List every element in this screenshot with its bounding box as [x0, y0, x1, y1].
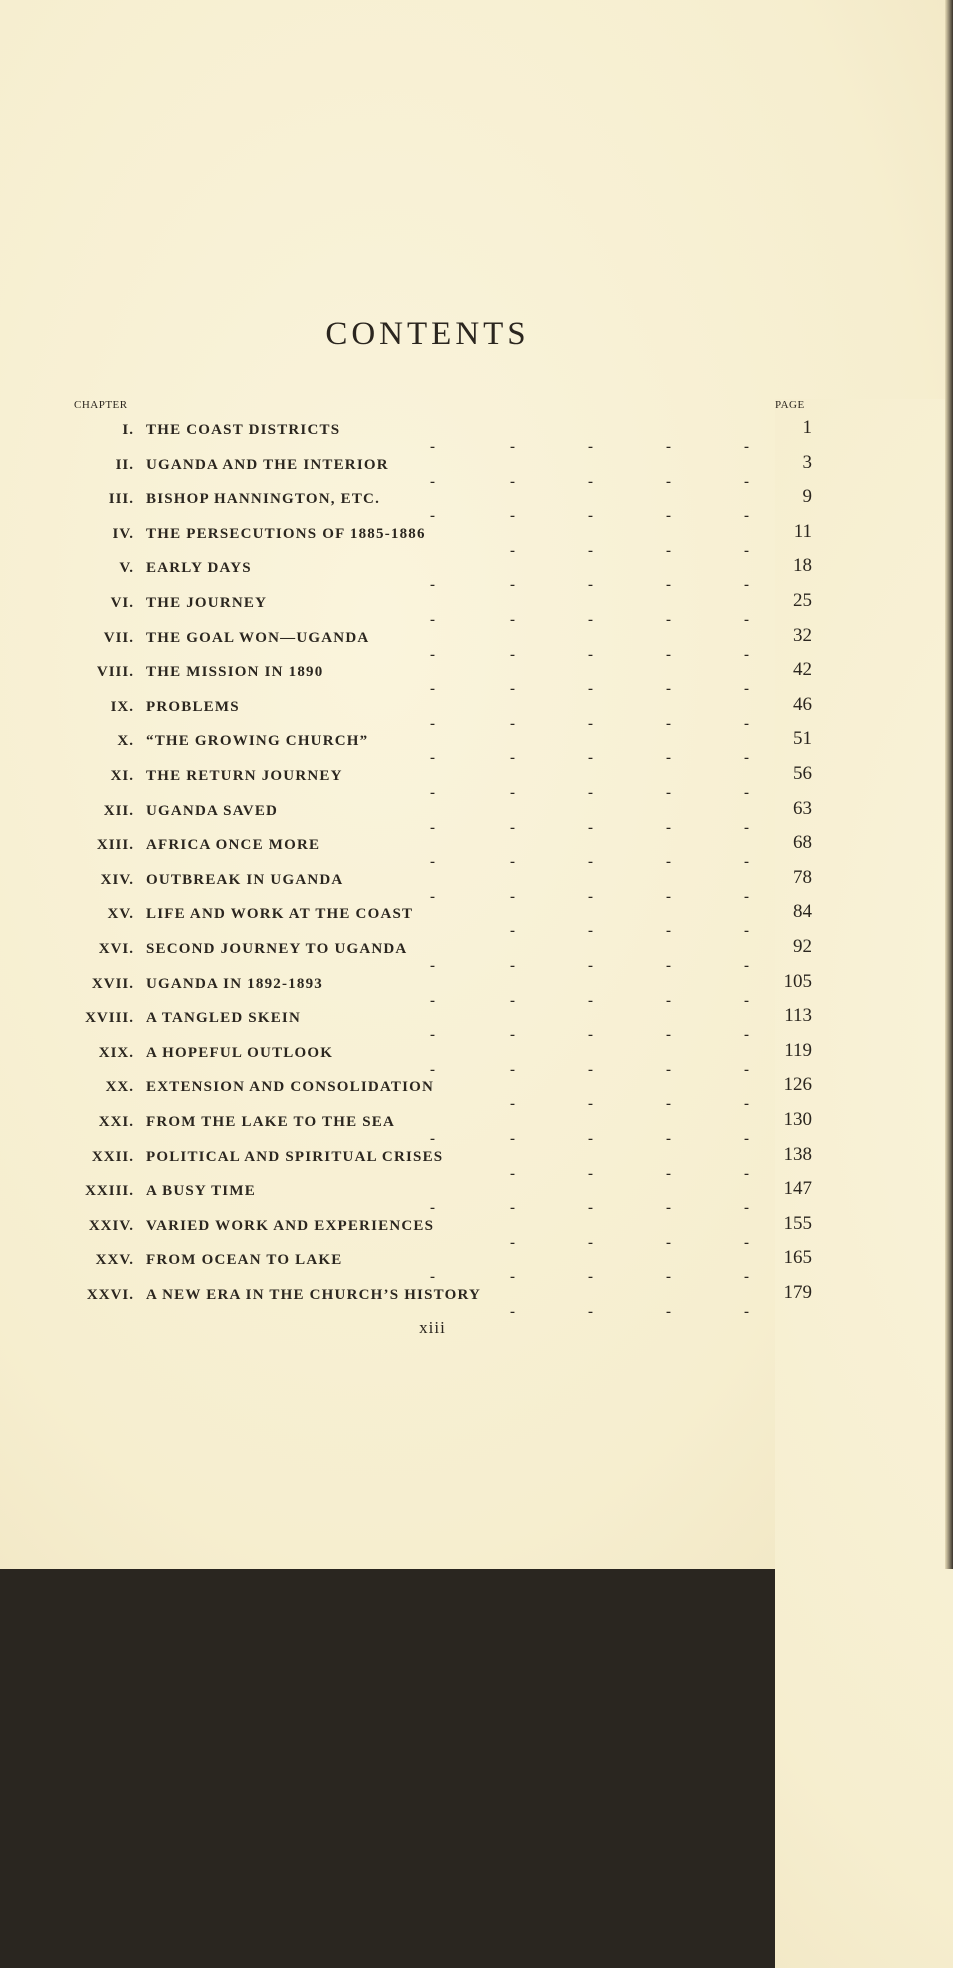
- chapter-number: XII.: [103, 802, 134, 819]
- chapter-number: IX.: [110, 698, 134, 715]
- contents-entry: V. EARLY DAYS - - - - - 18: [119, 555, 812, 594]
- chapter-number: VII.: [103, 629, 134, 646]
- contents-entry: VII. THE GOAL WON—UGANDA - - - - - 32: [103, 624, 812, 663]
- chapter-column-header: CHAPTER: [74, 399, 128, 411]
- contents-entry: XVI. SECOND JOURNEY TO UGANDA - - - - - 92: [98, 936, 812, 974]
- page-number: 51: [793, 728, 812, 750]
- page-number-footer: xiii: [419, 1318, 446, 1337]
- page-number: 42: [793, 659, 812, 681]
- contents-entry: I. THE COAST DISTRICTS - - - - - 1: [122, 417, 812, 455]
- page-number: 165: [783, 1247, 812, 1269]
- chapter-number: IV.: [112, 525, 134, 542]
- chapter-title: “THE GROWING CHURCH”: [146, 733, 369, 750]
- page-number: 113: [784, 1005, 812, 1027]
- page-number: 84: [793, 901, 812, 923]
- chapter-number: XIX.: [98, 1044, 134, 1061]
- chapter-number: II.: [115, 456, 134, 473]
- chapter-title: THE COAST DISTRICTS: [146, 422, 341, 438]
- chapter-title: A HOPEFUL OUTLOOK: [146, 1044, 334, 1061]
- chapter-title: THE MISSION IN 1890: [146, 664, 324, 681]
- chapter-title: EARLY DAYS: [146, 560, 252, 577]
- page-number: 147: [783, 1178, 812, 1200]
- chapter-number: I.: [122, 422, 134, 438]
- chapter-title: THE PERSECUTIONS OF 1885-1886: [146, 525, 426, 542]
- page-number: 32: [793, 624, 812, 646]
- contents-entry: XXII. POLITICAL AND SPIRITUAL CRISES - - - - 138: [91, 1143, 812, 1182]
- chapter-title: A NEW ERA IN THE CHURCH’S HISTORY: [146, 1287, 481, 1303]
- contents-entry: XI. THE RETURN JOURNEY - - - - - 56: [110, 763, 812, 801]
- chapter-number: XXVI.: [86, 1287, 134, 1303]
- page-number: 119: [784, 1039, 812, 1061]
- chapter-title: THE GOAL WON—UGANDA: [146, 629, 370, 646]
- page-number: 46: [793, 693, 812, 715]
- chapter-title: AFRICA ONCE MORE: [146, 837, 321, 854]
- chapter-title: POLITICAL AND SPIRITUAL CRISES: [146, 1148, 444, 1165]
- page-number: 138: [783, 1143, 812, 1165]
- page-edge: [945, 0, 953, 1569]
- contents-entry: XXIII. A BUSY TIME - - - - - 147: [85, 1178, 812, 1217]
- chapter-title: PROBLEMS: [146, 698, 240, 715]
- chapter-number: XIII.: [96, 837, 134, 854]
- chapter-number: III.: [108, 491, 134, 508]
- page-number: 1: [802, 417, 812, 438]
- chapter-number: XXIII.: [85, 1183, 134, 1200]
- contents-entry: IX. PROBLEMS - - - - - 46: [110, 693, 812, 732]
- chapter-number: VI.: [110, 595, 134, 611]
- chapter-number: XV.: [107, 906, 134, 923]
- chapter-title: OUTBREAK IN UGANDA: [146, 871, 344, 888]
- contents-entry: VIII. THE MISSION IN 1890 - - - - - 42: [96, 659, 812, 698]
- page-number: 78: [793, 866, 812, 888]
- chapter-number: XVI.: [98, 941, 134, 957]
- chapter-number: XXI.: [98, 1114, 134, 1130]
- page-number: 56: [793, 763, 812, 784]
- chapter-number: VIII.: [96, 664, 134, 681]
- page-number: 25: [793, 590, 812, 611]
- page-number: 105: [783, 970, 812, 992]
- chapter-number: XXIV.: [88, 1217, 134, 1234]
- contents-entry: XII. UGANDA SAVED - - - - - 63: [103, 797, 812, 836]
- contents-entry: IV. THE PERSECUTIONS OF 1885-1886 - - - - 11: [112, 520, 812, 559]
- page-number: 130: [783, 1109, 812, 1130]
- contents-entry: X. “THE GROWING CHURCH” - - - - - 51: [117, 728, 812, 767]
- chapter-title: VARIED WORK AND EXPERIENCES: [146, 1217, 435, 1234]
- contents-entry: XVIII. A TANGLED SKEIN - - - - - 113: [85, 1005, 812, 1044]
- chapter-title: EXTENSION AND CONSOLIDATION: [146, 1079, 435, 1096]
- chapter-title: FROM THE LAKE TO THE SEA: [146, 1114, 396, 1130]
- contents-entry: XVII. UGANDA IN 1892-1893 - - - - - 105: [91, 970, 812, 1009]
- chapter-number: XIV.: [100, 871, 134, 888]
- chapter-title: UGANDA SAVED: [146, 802, 279, 819]
- chapter-number: XVII.: [91, 975, 134, 992]
- page-title: CONTENTS: [325, 316, 530, 352]
- contents-entry: XXV. FROM OCEAN TO LAKE - - - - - 165: [95, 1247, 812, 1286]
- chapter-title: UGANDA AND THE INTERIOR: [146, 456, 389, 473]
- page-number: 155: [783, 1212, 812, 1234]
- chapter-title: A BUSY TIME: [146, 1183, 256, 1200]
- contents-entry: XXI. FROM THE LAKE TO THE SEA - - - - - 130: [98, 1109, 812, 1147]
- contents-entry: VI. THE JOURNEY - - - - - 25: [110, 590, 812, 628]
- chapter-number: XXV.: [95, 1252, 134, 1269]
- page-number: 3: [802, 451, 812, 473]
- page-number: 9: [802, 486, 812, 508]
- chapter-title: LIFE AND WORK AT THE COAST: [146, 906, 414, 923]
- contents-entry: XXVI. A NEW ERA IN THE CHURCH’S HISTORY - - - - 179: [86, 1282, 812, 1320]
- page-number: 63: [793, 797, 812, 819]
- page-number: 126: [783, 1074, 812, 1096]
- contents-entry: XV. LIFE AND WORK AT THE COAST - - - - 84: [107, 901, 812, 940]
- chapter-title: BISHOP HANNINGTON, ETC.: [146, 491, 381, 508]
- contents-entry: III. BISHOP HANNINGTON, ETC. - - - - - 9: [108, 486, 812, 525]
- contents-entry: XIV. OUTBREAK IN UGANDA - - - - - 78: [100, 866, 812, 905]
- page-number: 92: [793, 936, 812, 957]
- chapter-title: SECOND JOURNEY TO UGANDA: [146, 941, 408, 957]
- chapter-title: THE RETURN JOURNEY: [146, 768, 343, 784]
- contents-entry: XX. EXTENSION AND CONSOLIDATION - - - - 126: [105, 1074, 812, 1113]
- chapter-title: A TANGLED SKEIN: [146, 1010, 301, 1027]
- page-number: 11: [793, 520, 812, 542]
- chapter-title: UGANDA IN 1892-1893: [146, 975, 323, 992]
- page-number: 179: [783, 1282, 812, 1303]
- page-number: 18: [793, 555, 812, 577]
- chapter-number: X.: [117, 733, 134, 750]
- chapter-number: XX.: [105, 1079, 134, 1096]
- contents-entry: XIX. A HOPEFUL OUTLOOK - - - - - 119: [98, 1039, 812, 1078]
- page-column-header: PAGE: [775, 399, 953, 1968]
- contents-entry: XXIV. VARIED WORK AND EXPERIENCES - - - - 155: [88, 1212, 812, 1251]
- chapter-title: THE JOURNEY: [146, 595, 268, 611]
- chapter-number: V.: [119, 560, 134, 577]
- contents-entry: II. UGANDA AND THE INTERIOR - - - - - 3: [115, 451, 812, 490]
- chapter-number: XXII.: [91, 1148, 134, 1165]
- page-number: 68: [793, 832, 812, 854]
- chapter-title: FROM OCEAN TO LAKE: [146, 1252, 343, 1269]
- chapter-number: XVIII.: [85, 1010, 134, 1027]
- contents-entry: XIII. AFRICA ONCE MORE - - - - - 68: [96, 832, 812, 871]
- chapter-number: XI.: [110, 768, 134, 784]
